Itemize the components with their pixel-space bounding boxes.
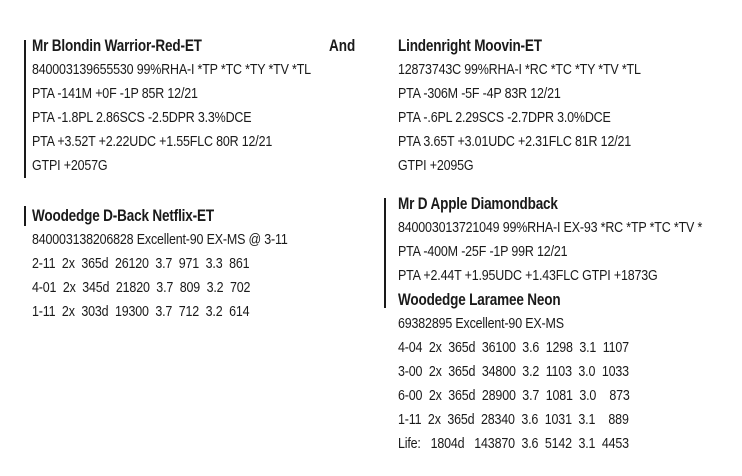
sire-line: PTA -1.8PL 2.86SCS -2.5DPR 3.3%DCE xyxy=(32,110,252,126)
sire-sire-line: 12873743C 99%RHA-I *RC *TC *TY *TV *TL xyxy=(398,62,641,78)
dam-record-row: 1-11 2x 303d 19300 3.7 712 3.2 614 xyxy=(32,304,250,320)
sire-line: GTPI +2057G xyxy=(32,158,108,174)
dam-record-row: 2-11 2x 365d 26120 3.7 971 3.3 861 xyxy=(32,256,250,272)
pedigree-bracket-line xyxy=(384,198,386,308)
dam-sire-line: PTA -400M -25F -1P 99R 12/21 xyxy=(398,244,568,260)
sire-sire-block xyxy=(398,34,742,178)
sire-block xyxy=(32,34,394,178)
sire-sire-name: Lindenright Moovin-ET xyxy=(398,37,542,55)
dam-dam-record-row: 6-00 2x 365d 28900 3.7 1081 3.0 873 xyxy=(398,388,630,404)
dam-dam-record-row: 3-00 2x 365d 34800 3.2 1103 3.0 1033 xyxy=(398,364,629,380)
pedigree-bracket-line xyxy=(24,40,26,178)
dam-line: 840003138206828 Excellent-90 EX-MS @ 3-11 xyxy=(32,232,288,248)
and-label: And xyxy=(329,37,356,55)
pedigree-bracket-line xyxy=(24,206,26,226)
sire-line: 840003139655530 99%RHA-I *TP *TC *TY *TV *TL xyxy=(32,62,311,78)
dam-name: Woodedge D-Back Netflix-ET xyxy=(32,207,214,225)
dam-record-row: 4-01 2x 345d 21820 3.7 809 3.2 702 xyxy=(32,280,251,296)
sire-line: PTA -141M +0F -1P 85R 12/21 xyxy=(32,86,198,102)
sire-sire-line: PTA 3.65T +3.01UDC +2.31FLC 81R 12/21 xyxy=(398,134,632,150)
dam-block xyxy=(32,204,394,324)
dam-dam-record-row: 4-04 2x 365d 36100 3.6 1298 3.1 1107 xyxy=(398,340,629,356)
dam-sire-block xyxy=(398,192,742,288)
sire-line: PTA +3.52T +2.22UDC +1.55FLC 80R 12/21 xyxy=(32,134,273,150)
dam-dam-name: Woodedge Laramee Neon xyxy=(398,291,561,309)
dam-dam-block xyxy=(398,288,742,456)
dam-sire-line: PTA +2.44T +1.95UDC +1.43FLC GTPI +1873G xyxy=(398,268,658,284)
dam-dam-line: 69382895 Excellent-90 EX-MS xyxy=(398,316,564,332)
dam-sire-name: Mr D Apple Diamondback xyxy=(398,195,558,213)
sire-sire-line: PTA -306M -5F -4P 83R 12/21 xyxy=(398,86,561,102)
dam-dam-lifetime-row: Life: 1804d 143870 3.6 5142 3.1 4453 xyxy=(398,436,629,452)
dam-dam-record-row: 1-11 2x 365d 28340 3.6 1031 3.1 889 xyxy=(398,412,629,428)
sire-name: Mr Blondin Warrior-Red-ET xyxy=(32,37,202,55)
dam-sire-line: 840003013721049 99%RHA-I EX-93 *RC *TP *TC *TV * xyxy=(398,220,703,236)
sire-sire-line: GTPI +2095G xyxy=(398,158,474,174)
sire-sire-line: PTA -.6PL 2.29SCS -2.7DPR 3.0%DCE xyxy=(398,110,611,126)
